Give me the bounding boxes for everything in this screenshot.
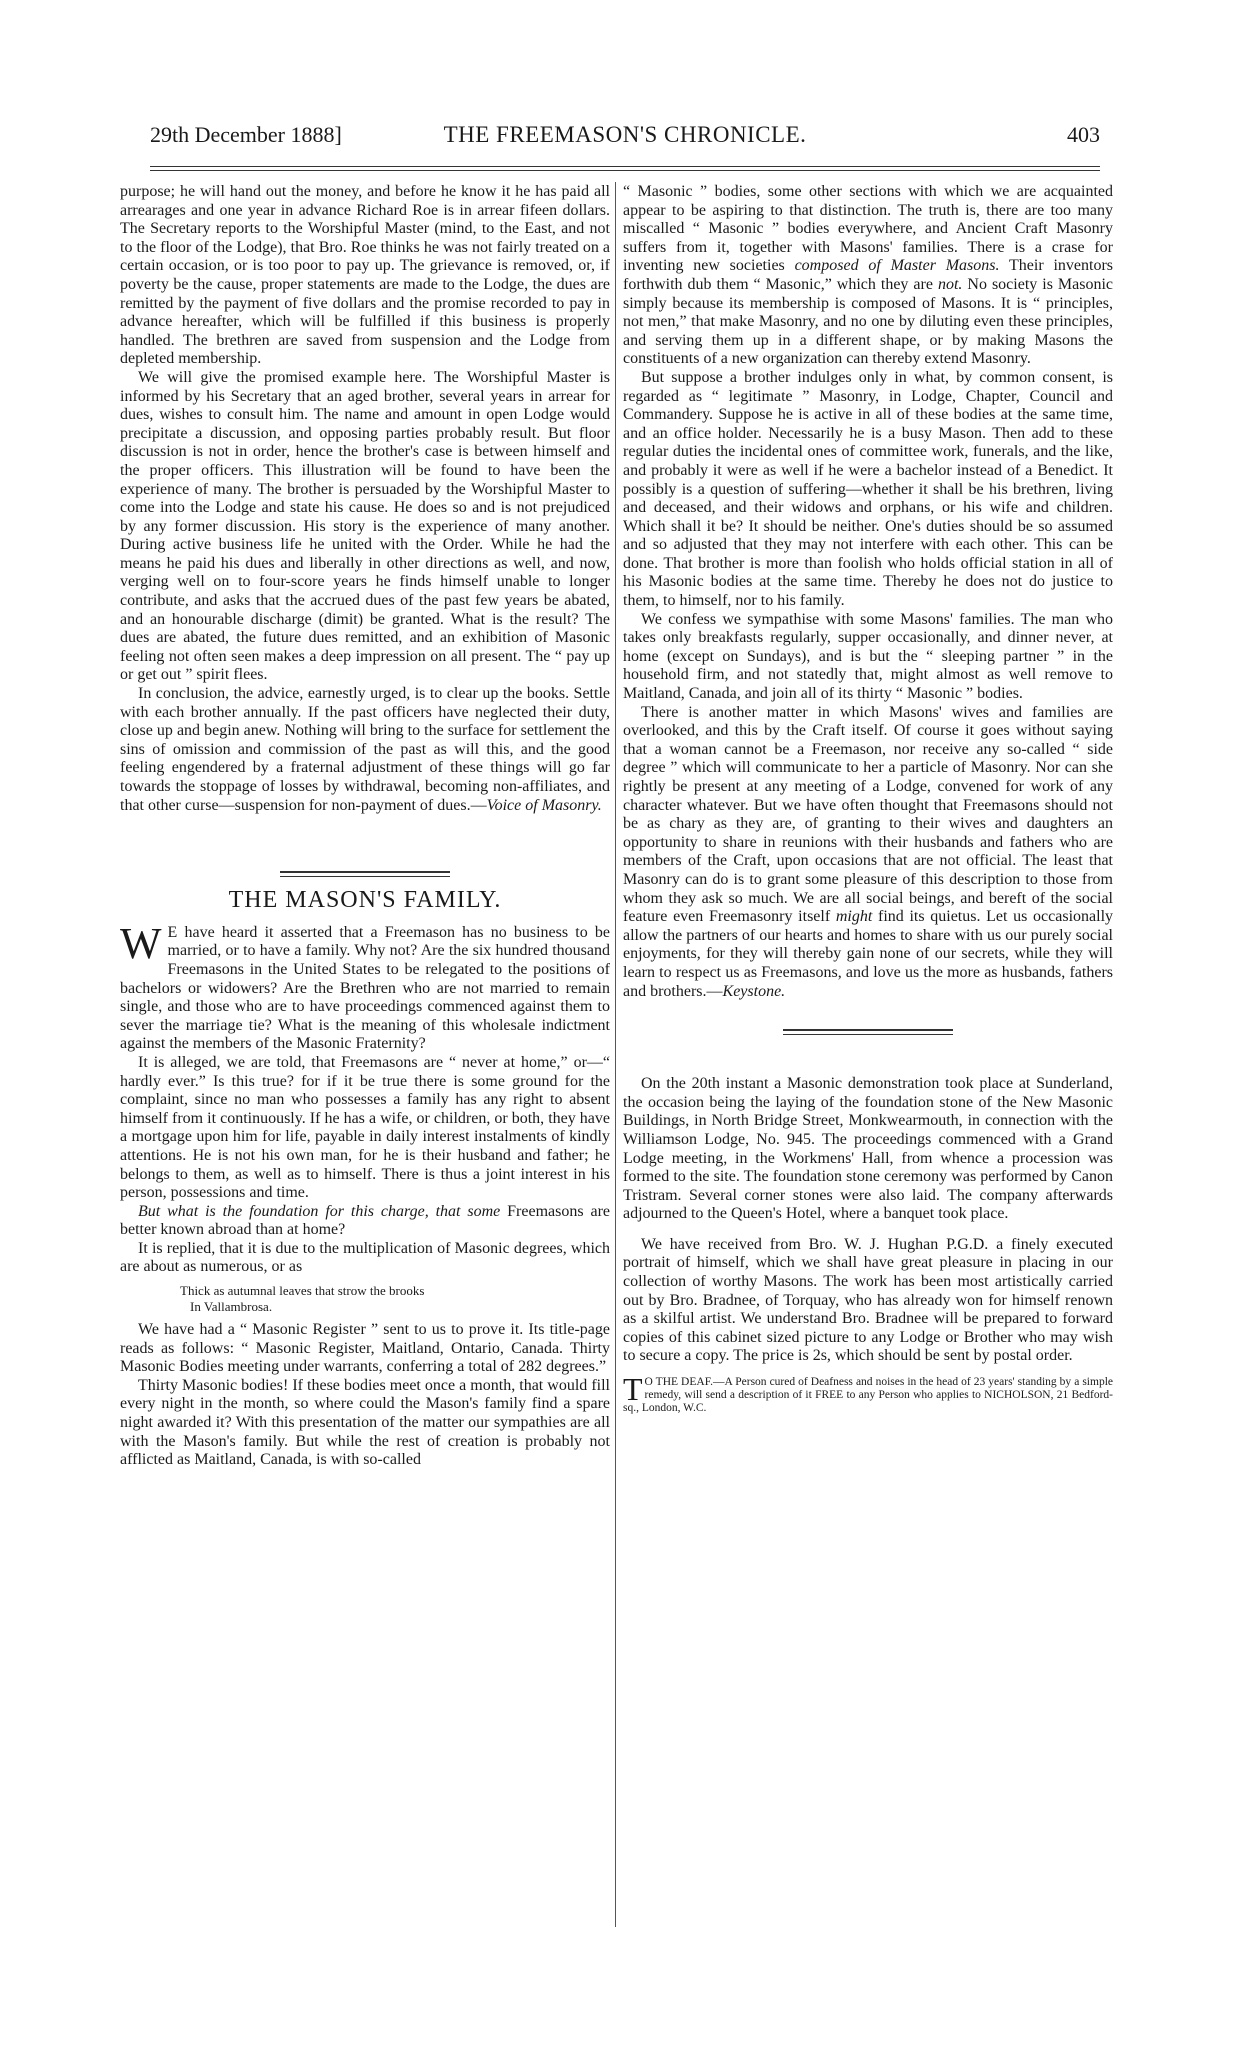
paragraph: It is alleged, we are told, that Freemasons are “ never at home,” or—“ hardly ever.” Is this true? for if it be true there is some ground for the complaint, since no man who possesses a family has any right to absent himself from it continuously. If he has a wife, or children, or both, they have a mortgage upon him for life, payable in daily interest instalments of kindly attentions. He is not his own man, for he is their husband and father; he belongs to them, as well as to himself. There is thus a joint interest in his person, possessions and time. — [120, 1053, 610, 1202]
article-source: Voice of Masonry. — [486, 796, 602, 814]
paragraph — [623, 704, 1113, 1002]
verse-line: Thick as autumnal leaves that strow the brooks — [180, 1283, 425, 1299]
paragraph-text: But what is the foundation for this charge, that some — [138, 1202, 501, 1220]
section-divider — [783, 1029, 953, 1035]
paragraph: We have had a “ Masonic Register ” sent to us to prove it. Its title-page reads as follows: “ Masonic Register, Maitland, Ontario, Canada. Thirty Masonic Bodies meeting under warrants, conferring a total of 282 degrees.” — [120, 1321, 610, 1376]
paragraph-text: No society is Masonic simply because its membership is composed of Masons. It is “ principles, not men,” that make Masonry, and no one by diluting even these principles, and serving them up in a different shape, or by making Masons the constituents of a new organization can thereby extend Masonry. — [623, 275, 1114, 368]
page-number: 403 — [1067, 122, 1100, 147]
page-header — [150, 122, 1100, 162]
paragraph: Thirty Masonic bodies! If these bodies meet once a month, that would fill every night in the month, so where could the Mason's family find a spare night awarded it? With this presentation of the matter our sympathies are all with the Mason's family. But while the rest of creation is probably not afflicted as Maitland, Canada, is with so-called — [120, 1376, 610, 1469]
header-rule-top — [150, 166, 1100, 167]
paragraph-text: Their inventors forthwith dub them “ Masonic,” which they are — [623, 257, 1114, 293]
drop-cap: T — [623, 1371, 643, 1408]
publication-title: THE FREEMASON'S CHRONICLE. — [443, 122, 807, 147]
article-source: Keystone. — [722, 982, 786, 1000]
verse-line: In Vallambrosa. — [190, 1299, 273, 1315]
spacer — [623, 1224, 1113, 1236]
paragraph: It is replied, that it is due to the multiplication of Masonic degrees, which are about as numerous, or as — [120, 1239, 610, 1276]
emphasis: composed of Master Masons. — [794, 257, 1000, 275]
drop-cap: W — [120, 918, 162, 968]
paragraph — [623, 183, 1113, 369]
paragraph: But suppose a brother indulges only in what, by common consent, is regarded as “ legitimate ” Masonry, in Lodge, Chapter, Council and Commandery. Suppose he is active in all of these bodies at the same time, and an office holder. Necessarily he is a busy Mason. Then add to these regular duties the incidental ones of committee work, funerals, and the like, and probably it were as well if he were a bachelor instead of a Benedict. It possibly is a question of suffering—whether it shall be his brethren, living and deceased, and their widows and orphans, or his wife and children. Which shall it be? It should be neither. One's duties should be so assumed and so adjusted that they may not interfere with each other. This can be done. That brother is more than foolish who holds official station in all of his Masonic bodies at the same time. Thereby he does not do justice to them, to himself, nor to his family. — [623, 368, 1113, 610]
issue-date: 29th December 1888] — [150, 122, 342, 147]
paragraph-text: Freemasons are better known abroad than at home? — [120, 1202, 611, 1239]
paragraph — [120, 918, 610, 1054]
advertisement-text: O THE DEAF.—A Person cured of Deafness and noises in the head of 23 years' standing by a simple remedy, will send a description of it FREE to any Person who applies to NICHOLSON, 21 Bedford-sq., London, W.C. — [623, 1376, 1113, 1415]
header-rule-bottom — [150, 170, 1100, 171]
verse-quote — [180, 1283, 610, 1315]
paragraph-text: “ Masonic ” bodies, some other sections with which we are acquainted appear to be aspiring to that distinction. The truth is, there are too many miscalled “ Masonic ” bodies everywhere, and Ancient Craft Masonry suffers from it, together with Masons' families. There is a crase for inventing new societies — [623, 183, 1113, 275]
paragraph: We have received from Bro. W. J. Hughan P.G.D. a finely executed portrait of himself, which we shall have great pleasure in placing in our collection of worthy Masons. The work has been most artistically carried out by Bro. Bradnee, of Torquay, who has already won for himself renown as a skilful artist. We understand Bro. Bradnee will be prepared to forward copies of this cabinet sized picture to any Lodge or Brother who may wish to secure a copy. The price is 2s, which should be sent by postal order. — [623, 1235, 1113, 1365]
paragraph — [120, 1203, 610, 1240]
left-column — [120, 183, 610, 1470]
paragraph — [120, 685, 610, 815]
section-divider — [280, 871, 450, 877]
advertisement — [623, 1371, 1113, 1415]
paragraph-text: E have heard it asserted that a Freemason has no business to be married, or to have a family. Why not? Are the six hundred thousand Freemasons in the United States to be relegated to the positions of bachelors or widowers? Are the Brethren who are not married to remain single, and those who are to have proceedings commenced against them to sever the marriage tie? What is the meaning of this wholesale indictment against the members of the Masonic Fraternity? — [120, 923, 610, 1053]
emphasis: not. — [937, 275, 963, 293]
paragraph: We will give the promised example here. The Worshipful Master is informed by his Secretary that an aged brother, several years in arrear for dues, wishes to consult him. The name and amount in open Lodge would precipitate a discussion, and opposing parties probably result. But floor discussion is not in order, hence the brother's case is between himself and the proper officers. This illustration will be found to have been the experience of many. The brother is persuaded by the Worshipful Master to come into the Lodge and state his cause. He does so and is not prejudiced by any former discussion. His story is the experience of many another. During active business life he united with the Order. While he had the means he paid his dues and liberally in other directions as well, and now, verging well on to four-score years he finds himself unable to longer contribute, and asks that the accrued dues of the past few years be abated, and an honourable discharge (dimit) be granted. What is the result? The dues are abated, the future dues remitted, and an exhibition of Masonic feeling not often seen makes a deep impression on all present. The “ pay up or get out ” spirit flees. — [120, 368, 610, 684]
paragraph-text: In conclusion, the advice, earnestly urged, is to clear up the books. Settle with each brother annually. If the past officers have neglected their duty, close up and begin anew. Nothing will bring to the surface for settlement the sins of omission and commission of the past as will this, and the good feeling engendered by a fraternal adjustment of these things will go far towards the stoppage of losses by withdrawal, becoming non-affiliates, and that other curse—suspension for non-payment of dues.— — [120, 685, 610, 814]
paragraph: On the 20th instant a Masonic demonstration took place at Sunderland, the occasion being the laying of the foundation stone of the New Masonic Buildings, in North Bridge Street, Monkwearmouth, in connection with the Williamson Lodge, No. 945. The proceedings commenced with a Grand Lodge meeting, in the Workmens' Hall, from whence a procession was formed to the site. The foundation stone ceremony was performed by Canon Tristram. Several corner stones were also laid. The company afterwards adjourned to the Queen's Hotel, where a banquet took place. — [623, 1075, 1113, 1223]
paragraph-text: find its quietus. Let us occasionally allow the partners of our hearts and homes to share with us our purely social enjoyments, for they will thereby gain none of our secrets, while they will learn to respect us as Freemasons, and love us the more as husbands, fathers and brothers.— — [623, 908, 1114, 1000]
paragraph: We confess we sympathise with some Masons' families. The man who takes only breakfasts regularly, supper occasionally, and dinner never, at home (except on Sundays), and is but the “ sleeping partner ” in the household firm, and not statedly that, might almost as well remove to Maitland, Canada, and join all of its thirty “ Masonic ” bodies. — [623, 610, 1113, 703]
right-column — [623, 183, 1113, 1415]
article-heading: THE MASON'S FAMILY. — [228, 887, 502, 914]
column-divider — [615, 182, 616, 1927]
paragraph-text: There is another matter in which Masons' wives and families are overlooked, and this by the Craft itself. Of course it goes without saying that a woman cannot be a Freemason, nor receive any so-called “ side degree ” which will communicate to her a particle of Masonry. Nor can she rightly be present at any meeting of a Lodge, convened for work of any character whatever. But we have often thought that Freemasons should not be as chary as they are, of granting to their wives and daughters an opportunity to share in reunions with their husbands and fathers who are members of the Craft, upon occasions that are not official. The least that Masonry can do is to grant some pleasure of this description to those from whom they ask so much. We are all social beings, and bereft of the social feature even Freemasonry itself — [623, 703, 1113, 926]
emphasis: might — [835, 908, 873, 926]
paragraph: purpose; he will hand out the money, and before he know it he has paid all arrearages and one year in advance Richard Roe is in arrear fifeen dollars. The Secretary reports to the Worshipful Master (mind, to the East, and not to the floor of the Lodge), that Bro. Roe thinks he was not fairly treated on a certain occasion, or is too poor to pay up. The grievance is removed, or, if poverty be the cause, proper statements are made to the Lodge, the dues are remitted by the payment of five dollars and the promise recorded to pay in advance hereafter, which will be fulfilled if this business is properly handled. The brethren are saved from suspension and the Lodge from depleted membership. — [120, 183, 610, 368]
